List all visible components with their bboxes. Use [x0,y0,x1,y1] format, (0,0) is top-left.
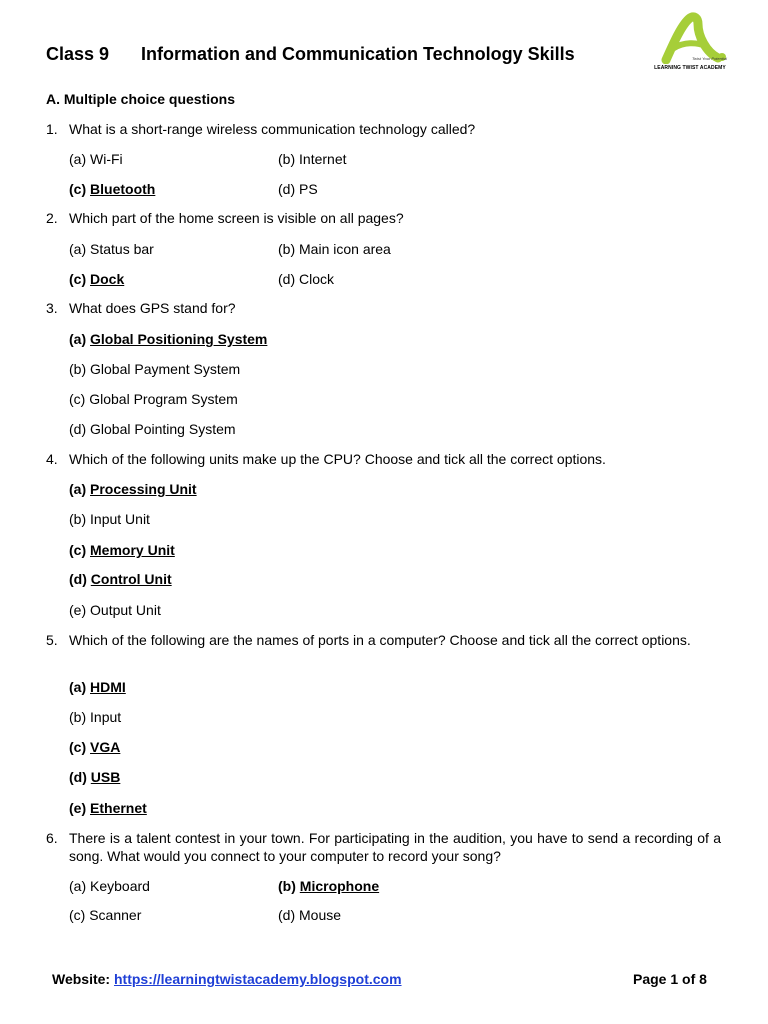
option-text: Output Unit [90,602,161,618]
option-text: Keyboard [90,878,150,894]
section-title: A. Multiple choice questions [46,91,236,107]
option-5-c [69,738,120,756]
option-letter: (d) [69,571,87,587]
option-letter: (c) [69,907,86,923]
correct-answer-text: USB [90,769,121,785]
option-2-c [69,270,124,288]
option-3-a [69,330,267,348]
logo-name: LEARNING TWIST ACADEMY [654,65,726,71]
correct-answer-text: HDMI [90,679,126,695]
option-letter: (a) [69,151,87,167]
question-number: 5. [46,632,58,648]
option-letter: (e) [69,602,87,618]
question-number: 4. [46,451,58,467]
option-3-c [69,390,238,408]
option-6-a [69,877,150,895]
option-5-a [69,678,126,696]
option-text: Clock [299,271,335,287]
option-text: Global Payment System [90,361,241,377]
option-letter: (c) [69,542,87,558]
option-letter: (c) [69,181,87,197]
option-6-d [278,906,341,924]
option-letter: (d) [69,769,87,785]
question-text: Which of the following are the names of ports in a computer? Choose and tick all the correct options. [69,632,691,648]
option-1-b [278,150,347,168]
question-text: What does GPS stand for? [69,300,236,316]
option-1-d [278,180,318,198]
footer-website [52,971,402,987]
option-text: Input Unit [90,511,150,527]
question-text: What is a short-range wireless communication technology called? [69,121,476,137]
option-letter: (c) [69,739,87,755]
option-letter: (a) [69,481,87,497]
option-letter: (d) [278,271,296,287]
option-text: Wi-Fi [90,151,123,167]
option-6-c [69,906,141,924]
correct-answer-text: Ethernet [90,800,147,816]
option-1-a [69,150,123,168]
correct-answer-text: Global Positioning System [90,331,268,347]
option-5-e [69,799,147,817]
correct-answer-text: Control Unit [90,571,172,587]
option-text: Main icon area [299,241,391,257]
option-letter: (d) [69,421,87,437]
question-number: 2. [46,210,58,226]
option-letter: (a) [69,331,87,347]
correct-answer-text: Bluetooth [90,181,156,197]
option-letter: (b) [278,878,296,894]
option-letter: (b) [278,241,296,257]
option-letter: (a) [69,878,87,894]
subject-title: Information and Communication Technology Skills [141,44,575,64]
option-letter: (d) [278,907,296,923]
option-letter: (b) [278,151,296,167]
correct-answer-text: Microphone [299,878,380,894]
class-label: Class 9 [46,44,110,64]
option-letter: (c) [69,391,86,407]
question-number: 6. [46,830,58,846]
question-number: 3. [46,300,58,316]
option-letter: (d) [278,181,296,197]
option-letter: (e) [69,800,87,816]
correct-answer-text: Memory Unit [90,542,175,558]
option-letter: (b) [69,361,87,377]
question-text: Which part of the home screen is visible on all pages? [69,210,404,226]
option-letter: (b) [69,511,87,527]
correct-answer-text: Dock [90,271,125,287]
option-5-d [69,768,120,786]
option-text: Mouse [299,907,342,923]
option-3-d [69,420,236,438]
question-text: There is a talent contest in your town. For participating in the audition, you have to send a recording of a song. What would you connect to your computer to record your song? [69,830,721,864]
option-6-b [278,877,379,895]
option-text: Global Program System [89,391,238,407]
option-letter: (a) [69,241,87,257]
option-4-d [69,570,172,588]
option-4-a [69,480,197,498]
option-text: Internet [299,151,347,167]
website-label: Website: [52,971,111,987]
option-text: Global Pointing System [90,421,236,437]
website-link[interactable]: https://learningtwistacademy.blogspot.com [113,971,402,987]
option-4-c [69,541,175,559]
page-number: Page 1 of 8 [633,971,707,987]
option-4-e [69,601,161,619]
option-text: Input [90,709,122,725]
option-1-c [69,180,155,198]
option-4-b [69,510,150,528]
page-header [46,44,606,66]
option-2-a [69,240,154,258]
option-5-b [69,708,121,726]
option-text: PS [299,181,318,197]
question-text: Which of the following units make up the CPU? Choose and tick all the correct options. [69,451,606,467]
option-text: Status bar [90,241,154,257]
option-2-b [278,240,391,258]
option-2-d [278,270,334,288]
correct-answer-text: Processing Unit [90,481,197,497]
question-number: 1. [46,121,58,137]
academy-logo [648,12,732,74]
correct-answer-text: VGA [90,739,121,755]
option-3-b [69,360,240,378]
option-letter: (a) [69,679,87,695]
option-letter: (c) [69,271,87,287]
option-text: Scanner [89,907,142,923]
logo-tagline: Twist Your Potential [692,56,727,61]
option-letter: (b) [69,709,87,725]
